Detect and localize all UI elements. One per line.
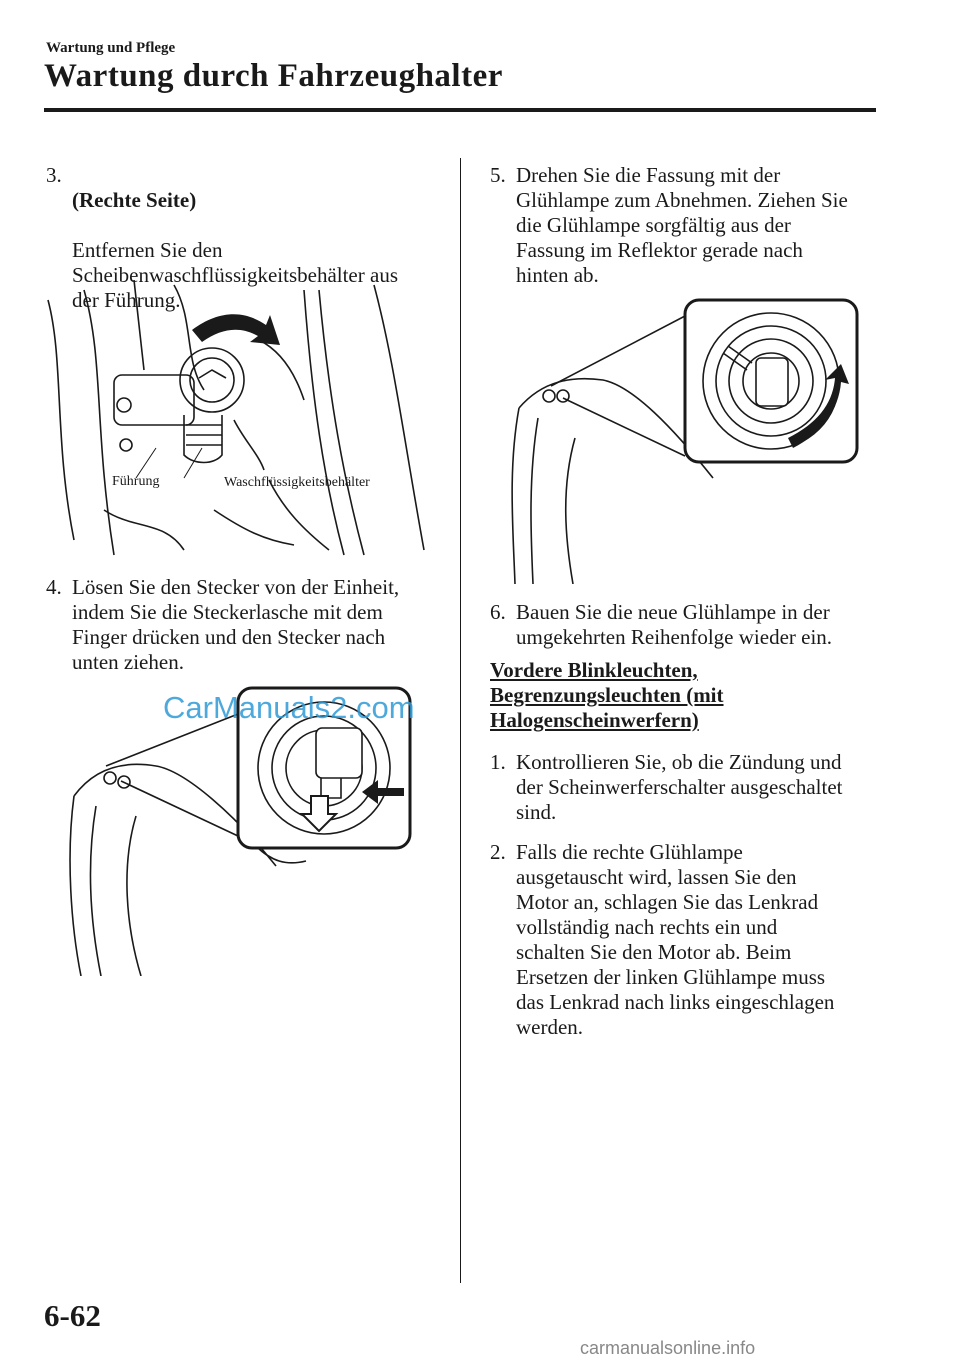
column-divider <box>460 158 461 1283</box>
step-heading: (Rechte Seite) <box>72 188 197 212</box>
footer-watermark: carmanualsonline.info <box>580 1338 756 1358</box>
figure-socket-removal <box>503 298 863 584</box>
step-6 <box>490 600 890 655</box>
step-text: Bauen Sie die neue Glühlampe in der umgekehrten Reihenfolge wieder ein. <box>516 600 833 649</box>
figure-label-reservoir: Waschflüssigkeitsbehälter <box>224 475 370 490</box>
section-label: Wartung und Pflege <box>46 40 176 56</box>
step-number: 6. <box>490 600 506 624</box>
step-number: 1. <box>490 750 506 774</box>
step-4 <box>46 575 446 685</box>
step-text: Entfernen Sie den Scheibenwaschflüssigkeitsbehälter aus der Führung. <box>72 238 398 312</box>
step-number: 5. <box>490 163 506 187</box>
watermark-text: CarManuals2.com <box>163 690 415 725</box>
rotate-arrow-icon <box>192 314 280 345</box>
step-number: 3. <box>46 163 62 187</box>
connector-illustration <box>66 686 416 976</box>
header-rule <box>44 108 876 112</box>
socket-illustration <box>503 298 863 584</box>
sub-heading: Vordere Blinkleuchten, Begrenzungsleuchten (mit Halogenscheinwerfern) <box>490 658 724 732</box>
figure-reservoir-removal <box>44 280 434 560</box>
figure-label-guide: Führung <box>112 474 160 489</box>
step-number: 4. <box>46 575 62 599</box>
reservoir-illustration <box>44 280 434 560</box>
step-number: 2. <box>490 840 506 864</box>
step-text: Kontrollieren Sie, ob die Zündung und der Scheinwerferschalter ausgeschaltet sind. <box>516 750 843 824</box>
step-text: Drehen Sie die Fassung mit der Glühlampe zum Abnehmen. Ziehen Sie die Glühlampe sorgfältig aus der Fassung im Reflektor gerade nach hinten ab. <box>516 163 848 287</box>
sub-step-2 <box>490 840 890 1045</box>
step-5 <box>490 163 890 298</box>
figure-connector-removal <box>66 686 416 976</box>
step-3 <box>46 163 446 312</box>
sub-step-1 <box>490 750 890 830</box>
step-text: Lösen Sie den Stecker von der Einheit, indem Sie die Steckerlasche mit dem Finger drücken und den Stecker nach unten ziehen. <box>72 575 400 674</box>
page-title: Wartung durch Fahrzeughalter <box>44 58 503 94</box>
page-number: 6-62 <box>44 1298 101 1333</box>
step-text: Falls die rechte Glühlampe ausgetauscht wird, lassen Sie den Motor an, schlagen Sie das Lenkrad vollständig nach rechts ein und schalten Sie den Motor ab. Beim Ersetzen der linken Glühlampe muss das Lenkrad nach links eingeschlagen werden. <box>516 840 835 1039</box>
